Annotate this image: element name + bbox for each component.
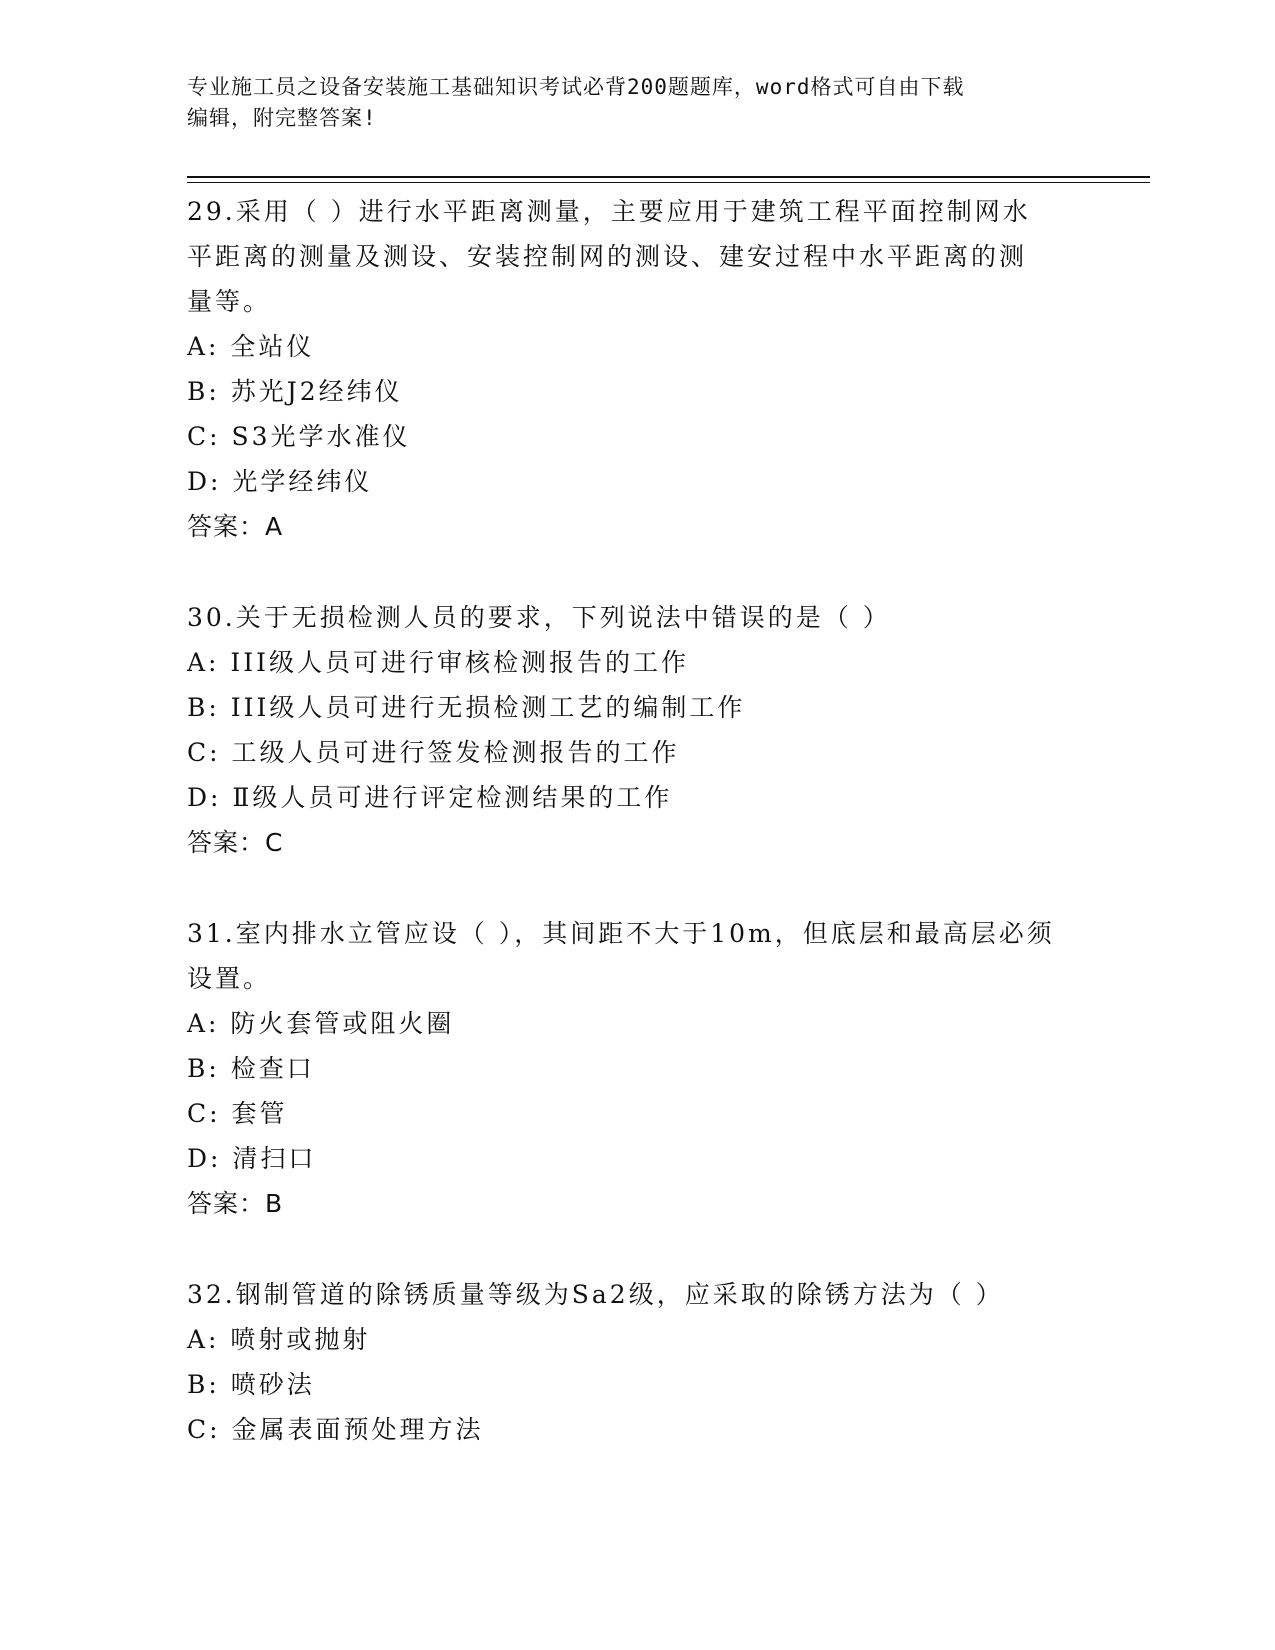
answer-line: 答案：B (187, 1189, 284, 1218)
option-a: A: III级人员可进行审核检测报告的工作 (187, 648, 690, 677)
option-d: D: 清扫口 (187, 1144, 317, 1173)
question-31 (187, 911, 1087, 1227)
option-c: C: S3光学水准仪 (187, 422, 411, 451)
question-spacer (187, 550, 1087, 595)
answer-line: 答案：C (187, 828, 284, 857)
option-a: A: 防火套管或阻火圈 (187, 1009, 455, 1038)
question-stem-line: 设置。 (187, 964, 272, 993)
option-d: D: Ⅱ级人员可进行评定检测结果的工作 (187, 783, 673, 812)
option-b: B: III级人员可进行无损检测工艺的编制工作 (187, 693, 746, 722)
question-list (187, 189, 1087, 1452)
question-spacer (187, 866, 1087, 911)
option-a: A: 喷射或抛射 (187, 1325, 371, 1354)
question-stem-line: 30.关于无损检测人员的要求，下列说法中错误的是（ ） (187, 603, 891, 632)
question-stem-line: 29.采用（ ）进行水平距离测量，主要应用于建筑工程平面控制网水 (187, 197, 1031, 226)
option-c: C: 套管 (187, 1099, 288, 1128)
question-stem-line: 31.室内排水立管应设（ ），其间距不大于10m，但底层和最高层必须 (187, 919, 1055, 948)
question-32 (187, 1272, 1087, 1452)
option-c: C: 工级人员可进行签发检测报告的工作 (187, 738, 680, 767)
question-29 (187, 189, 1087, 550)
header-line-1: 专业施工员之设备安装施工基础知识考试必背200题题库，word格式可自由下载 (187, 75, 965, 99)
question-stem-line: 量等。 (187, 287, 272, 316)
answer-line: 答案：A (187, 512, 284, 541)
option-b: B: 苏光J2经纬仪 (187, 377, 403, 406)
question-30 (187, 595, 1087, 866)
option-b: B: 喷砂法 (187, 1370, 315, 1399)
option-b: B: 检查口 (187, 1054, 315, 1083)
header-line-2: 编辑，附完整答案! (187, 106, 377, 130)
option-c: C: 金属表面预处理方法 (187, 1415, 484, 1444)
header-rule-thin (187, 182, 1150, 183)
question-stem-line: 平距离的测量及测设、安装控制网的测设、建安过程中水平距离的测 (187, 242, 1028, 271)
option-d: D: 光学经纬仪 (187, 467, 373, 496)
header-rule-thick (187, 176, 1150, 178)
option-a: A: 全站仪 (187, 332, 315, 361)
question-spacer (187, 1227, 1087, 1272)
document-header (187, 72, 1067, 134)
question-stem-line: 32.钢制管道的除锈质量等级为Sa2级，应采取的除锈方法为（ ） (187, 1280, 1004, 1309)
